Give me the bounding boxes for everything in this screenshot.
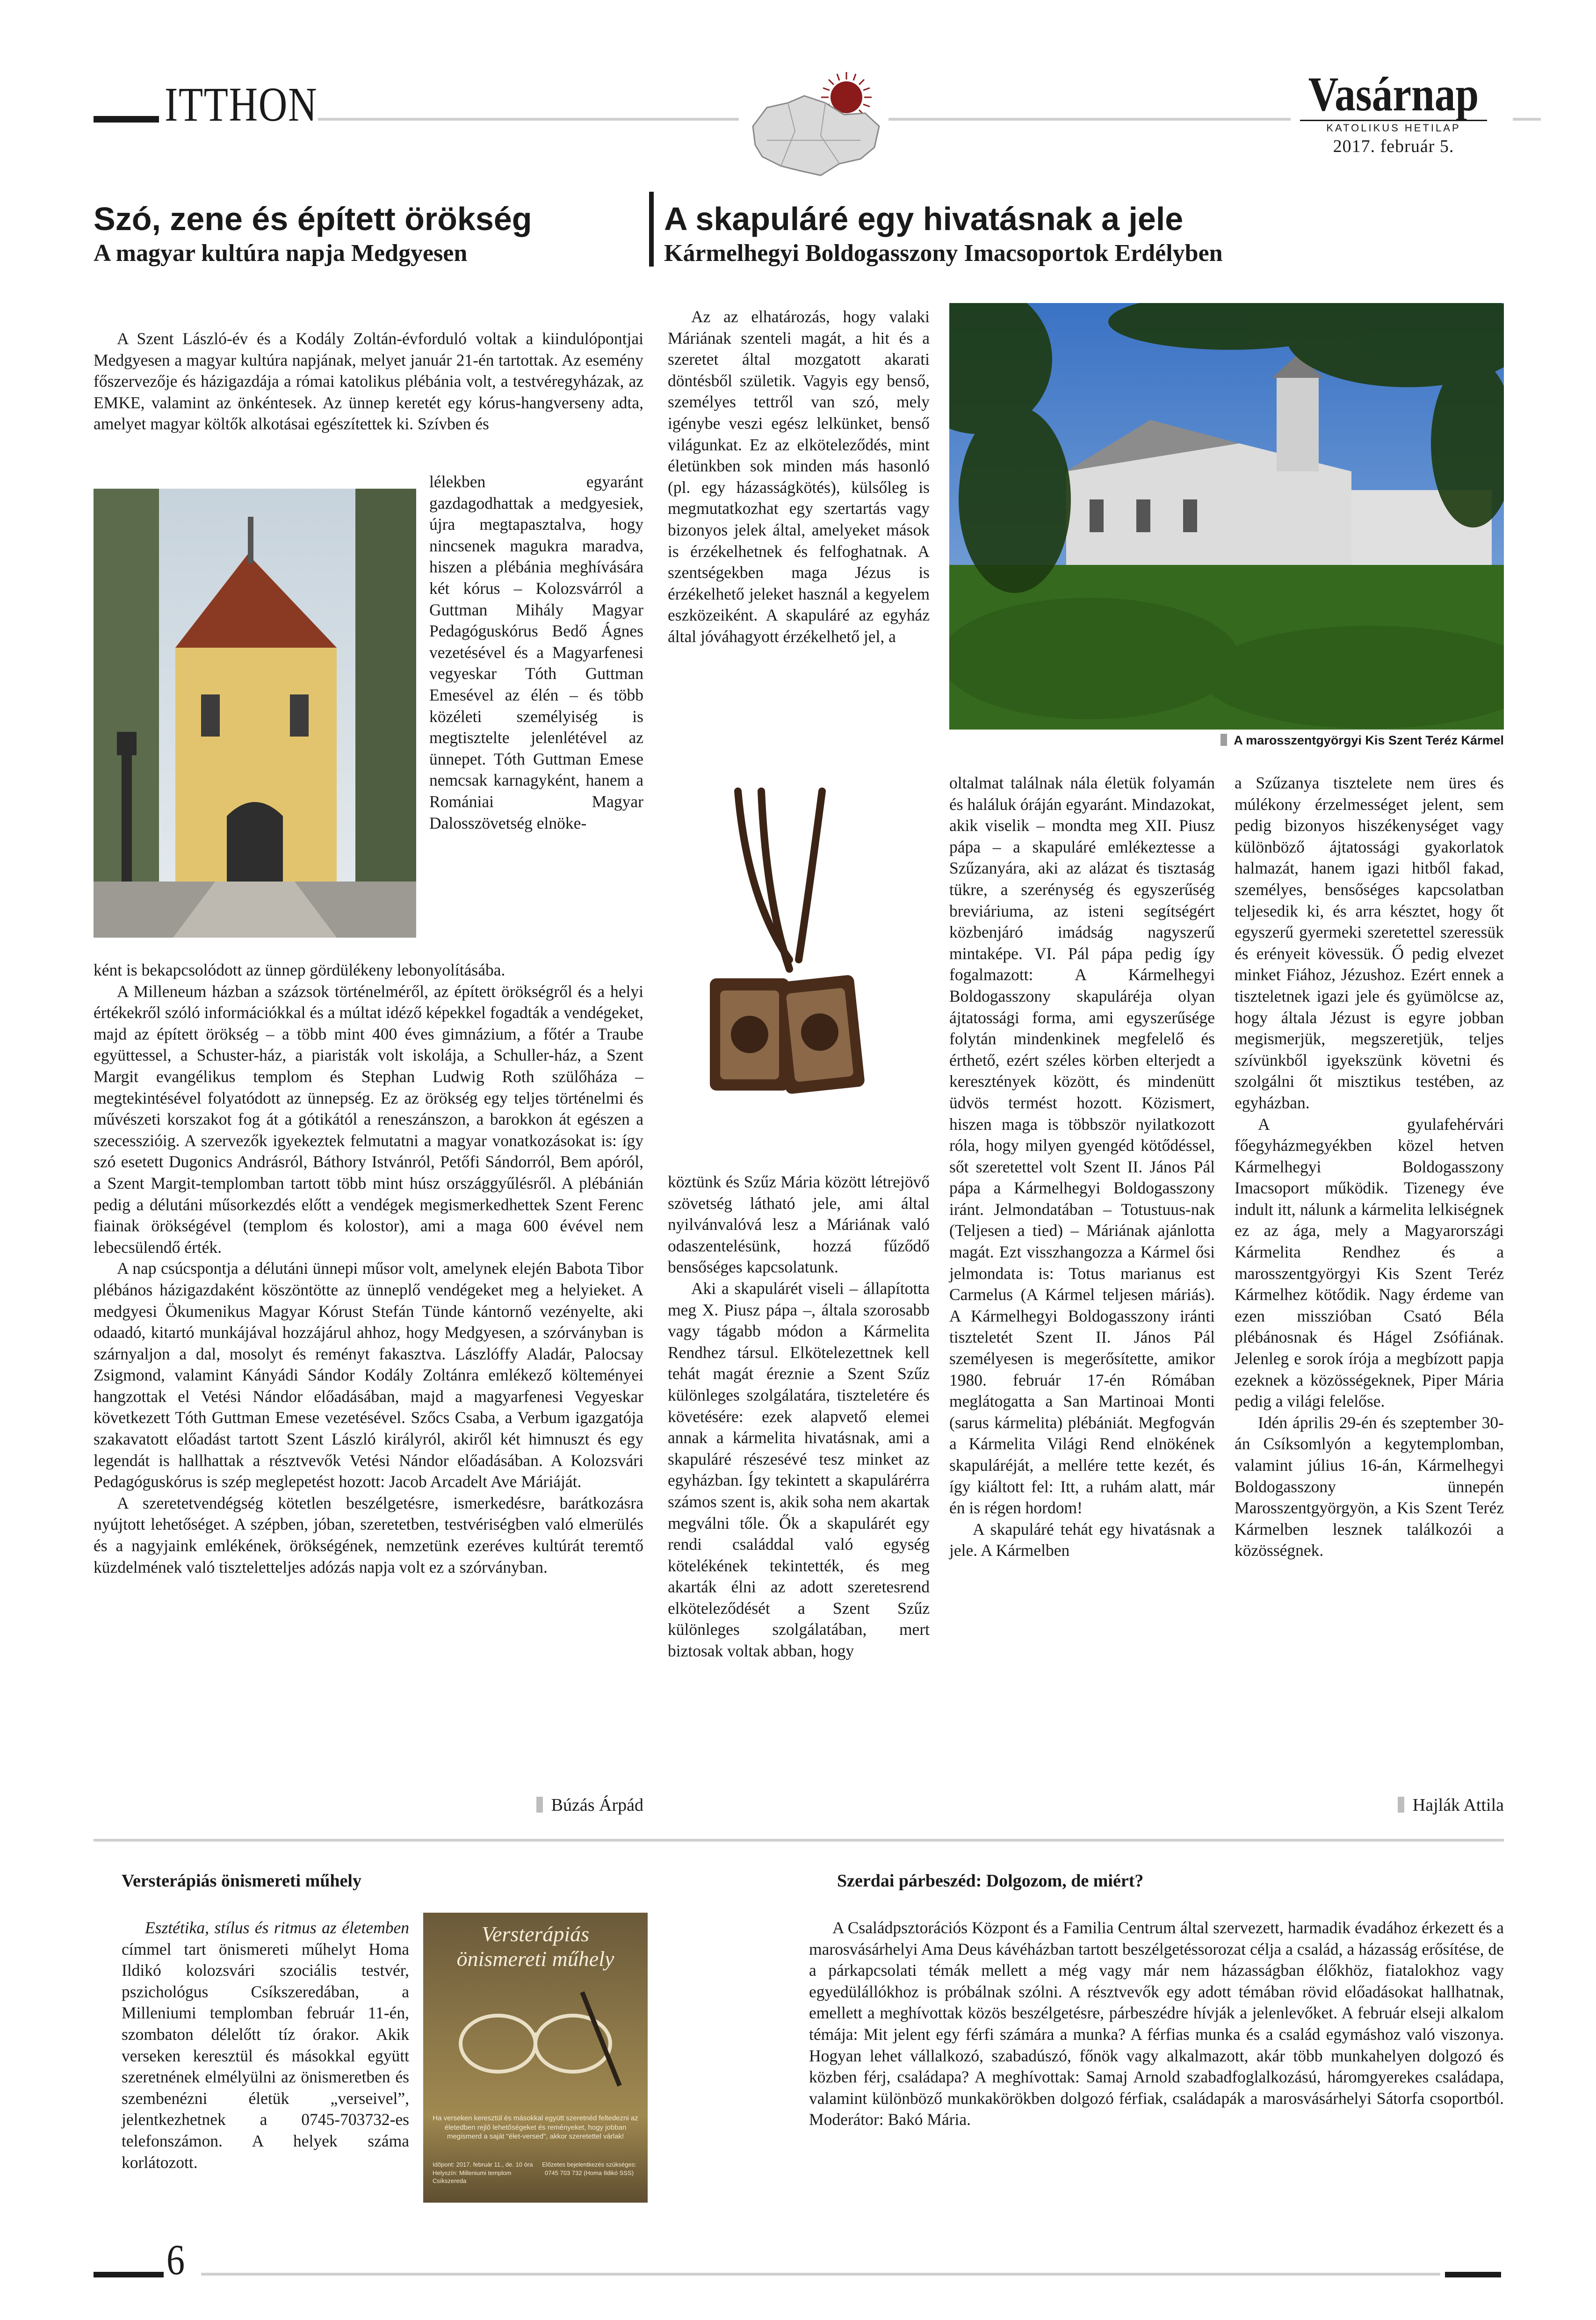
article2-subtitle: Kármelhegyi Boldogasszony Imacsoportok Erdélyben — [664, 240, 1223, 267]
article1-column-main — [94, 960, 643, 1578]
dialogue-text — [809, 1917, 1504, 2131]
scapular-photo — [668, 782, 930, 1156]
issue-date: 2017. február 5. — [1333, 137, 1454, 156]
article1-para3: A nap csúcspontja a délutáni ünnepi műsor volt, amelynek elején Babota Tibor plébános házigazdaként köszöntötte az ünneplő vendégeket meg a helyieket. A medgyesi Ökumenikus Magyar Kórust Stefán Tünde kántornő vezényelte, aki odaadó, kitartó munkájával hozzájárul ahhoz, hogy Medgyesen, a szórványban is szárnyaljon a dal, mosolyt és reményt fakasztva. Lászlóffy Aladár, Palocsay Zsigmond, valamint Kányádi Sándor Kodály Zoltánra emlékező költeményei hangzottak el Vetési Nándor előadásában, majd a magyarfenesi Vegyeskar következett Tóth Guttman Emese vezetésével. Szőcs Csaba, a Verbum igazgatója szakavatott előadást tartott Szent László királyról, akiről két himnuszt és egy legendát is hallhattak a résztvevők Vetési Nándor előadásában. A Kolozsvári Pedagóguskórus is szép meglepetést hozott: Jacob Arcadelt Ave Máriáját. — [94, 1259, 643, 1491]
article1-para2: A Milleneum házban a százsok történelméről, az épített örökségről és a helyi értékekről szóló információkkal és a múltat idéző képekkel fogadták a vendégeket, majd az épített örökség – a több mint 400 éves gimnázium, a főtér a Traube együttessel, a Schuster-ház, a piaristák volt iskolája, a Schuller-ház, a Szent Margit evangélikus templom és Stephan Ludwig Roth szülőháza – megtekintésével folyatódott az ünnepség. Ez az örökség egy teljes történelmi és művészeti korszakot fog át a gótikától a reneszánszon, a barokkon át egészen a szecesszióig. A szervezők igyekeztek felmutatni a magyar vonatkozásokat is: így szó esetett Dugonics Andrásról, Báthory Istvánról, Petőfi Sándorról, Bem apóról, a Szent Margit-templomban tartott több mint húsz országgyűlésről. A plébánián pedig a délutáni műsorkezdés előtt a vendégek megismerkedhettek Szent Ferenc fiainak örökségével (templom és kolostor), ami a maga 600 évével nem lebecsülendő érték. — [94, 982, 643, 1257]
article1-para1-end: ként is bekapcsolódott az ünnep gördülékeny lebonyolításába. — [94, 961, 506, 979]
article1-byline — [421, 1795, 643, 1815]
workshop-text — [122, 1917, 409, 2173]
church-photo — [94, 489, 416, 938]
poster-date: Időpont: 2017. február 11., de. 10 óra — [433, 2161, 533, 2168]
article2-col1-top: Az az elhatározás, hogy valaki Máriának szenteli magát, a hit és a szeretet által mozgatott akarati döntésből születik. Vagyis egy benső, személyes tettről van szó, mely igénybe veszi egész lelkünket, benső világunkat. Ez az elköteleződés, mint életünkben sok minden más hasonló (pl. egy házasságkötés), külsőleg is megmutatkozhat egy szertartás vagy bizonyos jelek által, amelyeket mások is érzékelhetnek és felfoghatnak. A szentségekben maga Jézus is érzékelhető jeleket használ a kegyelem eszközeiként. A skapuláré az egyház által jóváhagyott érzékelhető jel, a — [668, 307, 930, 646]
brand-subtitle: KATOLIKUS HETILAP — [1300, 120, 1487, 134]
poster-title — [423, 1922, 648, 1972]
newspaper-brand — [1281, 67, 1506, 157]
article2-col2: oltalmat találnak nála életük folyamán és haláluk óráján egyaránt. Mindazokat, akik viselik – mondta meg XII. Piusz pápa – a skapuláré emlékeztesse a Szűzanyára, aki az alázat és tisztaság tükre, a szerénység és egyszerűség breviáriuma, az isteni segítségért közbenjáró imádság nagyszerű mintaképe. VI. Pál pápa pedig így fogalmazott: A Kármelhegyi Boldogasszony skapuláréja olyan ájtatossági forma, ami egyszerűsége folytán mindenkinek megfelelő és érthető, ezért széles körben elterjedt a keresztények között, és mindenütt üdvös termést hozott. Közismert, hiszen maga is többször nyilatkozott róla, hogy milyen gyengéd kötődéssel, sőt szeretettel volt Szent II. János Pál pápa a Kármelhegyi Boldogasszony iránt. Jelmondatában – Totustuus-nak (Teljesen a tied) – Máriának ajánlotta magát. Ezt visszhangozza a Kármel ősi jelmondata is: Totus marianus est Carmelus (A Kármel teljesen máriás). A Kármelhegyi Boldogasszony iránti tiszteletét Szent II. János Pál személyesen is megerősítette, amikor 1980. február 17-én Rómában meglátogatta a San Martinoai Monti (sarus kármelita) plébániát. Megfogván a Kármelita Világi Rend elnökének skapuláréját, a mellére tette kezét, és így kiáltott fel: Itt, a ruhám alatt, már én is régen hordom! — [949, 773, 1215, 1518]
page-number: 6 — [166, 2236, 185, 2284]
article2-author: Hajlák Attila — [1412, 1795, 1504, 1815]
footer-rule — [201, 2273, 1440, 2276]
article2-col1-bottom-a: köztünk és Szűz Mária között létrejövő szövetség látható jele, ami által nyilvánvalóvá lesz a Máriának való odaszentelésünk, hozzá fűződő bensőséges kapcsolatunk. — [668, 1172, 930, 1277]
article2-column2 — [949, 773, 1215, 1561]
header-rule-brand — [1513, 118, 1541, 121]
article2-column3 — [1235, 773, 1504, 1561]
header-rule-right — [888, 118, 1291, 121]
carmel-photo — [949, 303, 1504, 730]
article1-title: Szó, zene és épített örökség — [94, 201, 532, 237]
poster-title-line-1: Versterápiás — [482, 1922, 589, 1946]
poster-title-line-2: önismereti műhely — [456, 1946, 614, 1971]
article2-col3-a: a Szűzanya tisztelete nem üres és múlékony érzelmességet jelent, sem pedig bizonyos hiszékenységet vagy különböző ájtatossági gyakorlatok halmazát, hanem igazi hitből fakad, személyes, bensőséges kapcsolatban teljesedik ki, és arra késztet, hogy őt egyszerű gyermeki szeretettel szeressük és erényeit kövessük. Ő pedig elvezet minket Fiához, Jézushoz. Ezért ennek a tiszteletnek igazi jele és gyümölcse az, hogy általa Jézust is egyre jobban megismerjük, megszeretjük, teljes szívünkből igyekszünk követni és szolgálni őt misztikus testében, az egyházban. — [1235, 773, 1504, 1112]
header-rule-left — [318, 118, 739, 121]
header-bar-left — [94, 116, 159, 123]
dialogue-title: Szerdai párbeszéd: Dolgozom, de miért? — [837, 1871, 1144, 1891]
article2-col2-end: A skapuláré tehát egy hivatásnak a jele. A Kármelben — [949, 1519, 1215, 1560]
section-title: ITTHON — [165, 78, 318, 131]
poster-text: Ha verseken keresztül és másokkal együtt szeretnéd feltedezni az életedben rejlő lehetőségeket és reményeket, hogy jobban megismerd a saját "élet-versed", akkor szeretettel várlak! — [433, 2114, 638, 2140]
hungary-map-logo — [744, 70, 888, 182]
carmel-photo-caption — [949, 733, 1504, 748]
article2-byline — [1235, 1795, 1504, 1815]
caption-marker — [1220, 734, 1227, 746]
workshop-poster — [423, 1913, 648, 2203]
brand-name: Vasárnap — [1308, 67, 1479, 121]
title-divider — [649, 192, 654, 267]
map-outline-icon — [753, 96, 879, 175]
article1-para4: A szeretetvendégség kötetlen beszélgetésre, ismerkedésre, barátkozásra nyújtott lehetőséget. A szépben, jóban, szeretetben, testvériségben való elmerülés és a nagyjaink emlékének, örökségének, nemzetünk ezeréves kultúrát teremtő küzdelmének való tiszteletteljes adózás napja volt ez a szórványban. — [94, 1493, 643, 1576]
article2-title: A skapuláré egy hivatásnak a jele — [664, 201, 1184, 237]
article2-col3-b: A gyulafehérvári főegyházmegyékben közel hetven Kármelhegyi Boldogasszony Imacsoport működik. Tizenegy éve indult itt, nálunk a kármelita lelkiségnek ez az ága, mely a Magyarországi Kármelita Rendhez és a marosszentgyörgyi Kis Szent Teréz Kármelhez kötődik. Nagy érdeme van ezen misszióban Csató Béla plébánosnak és Hágel Zsófiának. Jelenleg e sorok írója a megbízott papja ezeknek a közösségeknek, Piper Mária pedig a világi felelőse. — [1235, 1114, 1504, 1411]
workshop-title: Versterápiás önismereti műhely — [122, 1871, 361, 1891]
caption-text: A marosszentgyörgyi Kis Szent Teréz Kármel — [1234, 733, 1504, 747]
glasses-and-pen-icon — [442, 1983, 629, 2095]
byline-marker — [1398, 1797, 1404, 1813]
article2-col3-c: Idén április 29-én és szeptember 30-án Csíksomlyón a kegytemplomban, valamint július 16-án, Kármelhegyi Boldogasszony ünnepén Marosszentgyörgyön, a Kis Szent Teréz Kármelben lesznek találkozói a közösségnek. — [1235, 1413, 1504, 1560]
article1-para1-wrap: lélekben egyaránt gazdagodhattak a medgyesiek, újra megtapasztalva, hogy nincsenek magukra maradva, hiszen a plébánia meghívására két kórus – Kolozsvárról a Guttman Mihály Magyar Pedagóguskórus Bedő Ágnes vezetésével és a Magyarfenesi vegyeskar Tóth Guttman Emesével az élén – és több közéleti személyiség is megtisztelte jelenlétével az ünnepet. Tóth Guttman Emese nemcsak karnagyként, hanem a Romániai Magyar Dalosszövetség elnöke- — [429, 472, 643, 832]
footer-bar-left — [94, 2272, 164, 2277]
article1-column-top — [94, 328, 643, 435]
footer-bar-right — [1445, 2272, 1501, 2277]
article1-para1-top: A Szent László-év és a Kodály Zoltán-évforduló voltak a kiindulópontjai Medgyesen a magyar kultúra napjának, melyet január 21-én tartottak. Az esemény főszervezője és házigazdája a római katolikus plébánia volt, a testvéregyházak, az EMKE, valamint az önkéntesek. Az ünnep keretét egy kórus-hangverseny adta, amelyet magyar költők alkotásai egészítettek ki. Szívben és — [94, 329, 643, 434]
article2-column1-bottom — [668, 1171, 930, 1662]
workshop-lead: Esztétika, stílus és ritmus az életemben — [145, 1918, 409, 1937]
article1-column-wrap — [429, 471, 643, 834]
byline-marker — [536, 1797, 543, 1813]
article1-subtitle: A magyar kultúra napja Medgyesen — [94, 240, 468, 267]
dialogue-body: A Családpsztorációs Központ és a Familia Centrum által szervezett, harmadik évadához érkezett és a marosvásárhelyi Ama Deus kávéházban tartott beszélgetéssorozat célja a család, a házasság erősítése, de a párkapcsolati témák mellett a még vagy már nem házasságban élőkhöz, fiatalokhoz vagy egyedülállókhoz is próbálnak szólni. A résztvevők egy adott témában rövid előadásokat hallhatnak, emellett a meghívottak közös beszélgetésre, párbeszédre hívják a jelenlevőket. A február elseji alkalom témája: Mit jelent egy férfi számára a munka? A férfias munka és a család egymáshoz való viszonya. Hogyan lehet vállalkozó, szabadúszó, főnök vagy alkalmazott, akár több munkahelyen dolgozó és közben férj, családapa? A meghívottak: Samaj Arnold szabadfoglalkozású, háromgyerekes családapa, valamint különböző munkakörökben dolgozó férfiak, családapák a marosvásárhelyi Sátorfa csoportból. Moderátor: Bakó Mária. — [809, 1918, 1504, 2129]
poster-info — [433, 2161, 535, 2185]
article2-col1-bottom-b: Aki a skapulárét viseli – állapította meg X. Piusz pápa –, általa szorosabb vagy tágabb módon a Kármelita Rendhez társul. Elkötelezettnek kell tehát magát éreznie a Szent Szűz különleges szolgálatára, tiszteletére és követésére: ezek alapvető elemei annak a kármelita hivatásnak, ami a skapuláré részesévé tesz minket az egyházban. Így tekintett a skapulárérra számos szent is, akik soha nem akartak megválni tőle. Ők a skapulárét egy rendi családdal való egység kötelékének tekintették, és meg akarták élni az adott szeretesrend elköteleződését a Szent Szűz különleges szolgálatában, mert biztosak voltak abban, hogy — [668, 1279, 930, 1661]
article1-author: Búzás Árpád — [551, 1795, 643, 1815]
poster-place: Helyszín: Milleniumi templom Csíkszereda — [433, 2169, 512, 2185]
article2-column1-top — [668, 306, 930, 648]
section-separator — [94, 1839, 1504, 1842]
poster-contact: Előzetes bejelentkezés szükséges: 0745 703 732 (Homa Ildikó SSS) — [542, 2161, 636, 2176]
workshop-body: címmel tart önismereti műhelyt Homa Ildikó kolozsvári szociális testvér, pszichológus Csíkszeredában, a Milleniumi templomban február 11-én, szombaton délelőtt tíz órakor. Akik verseken keresztül és másokkal együtt szeretnének elmélyülni az önismeretben és szembenézni életük „verseivel”, jelentkezhetnek a 0745-703732-es telefonszámon. A helyek száma korlátozott. — [122, 1939, 409, 2172]
